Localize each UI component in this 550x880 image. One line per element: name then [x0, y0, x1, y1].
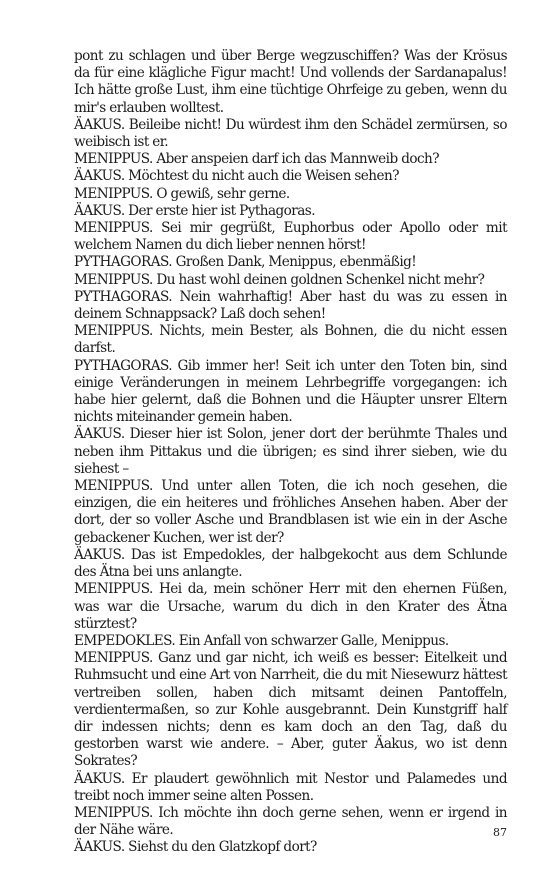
dialogue-line: ÄAKUS. Beileibe nicht! Du würdest ihm den Schädel zermürsen, so weibisch ist er. [74, 116, 507, 151]
dialogue-line: MENIPPUS. Ganz und gar nicht, ich weiß es besser: Eitelkeit und Ruhmsucht und eine Art von Narrheit, die du mit Niesewurz hättest vertreiben sollen, haben dich mitsamt deinen Pantoffeln, verdientermaßen, so zur Kohle ausgebrannt. Dein Kunstgriff half dir indessen nichts; denn es kam doch an den Tag, daß du gestorben warst wie andere. – Aber, guter Äakus, wo ist denn Sokrates? [74, 650, 507, 770]
dialogue-line: MENIPPUS. Hei da, mein schöner Herr mit den ehernen Füßen, was war die Ursache, warum du dich in den Krater des Ätna stürztest? [74, 581, 507, 632]
dialogue-line: MENIPPUS. Und unter allen Toten, die ich noch gesehen, die einzigen, die ein heiteres und fröhliches Ansehen haben. Aber der dort, der so voller Asche und Brandblasen ist wie ein in der Asche gebackener Kuchen, wer ist der? [74, 478, 507, 546]
dialogue-line: ÄAKUS. Möchtest du nicht auch die Weisen sehen? [74, 168, 399, 185]
dialogue-line: MENIPPUS. Du hast wohl deinen goldnen Schenkel nicht mehr? [74, 271, 485, 288]
dialogue-line: MENIPPUS. Sei mir gegrüßt, Euphorbus oder Apollo oder mit welchem Namen du dich lieber nennen hörst! [74, 220, 507, 254]
dialogue-line: ÄAKUS. Siehst du den Glatzkopf dort? [74, 839, 317, 856]
dialogue-line: MENIPPUS. Ich möchte ihn doch gerne sehen, wenn er irgend in der Nähe wäre. [74, 804, 507, 839]
dialogue-line: ÄAKUS. Er plaudert gewöhnlich mit Nestor und Palamedes und treibt noch immer seine alten Possen. [74, 770, 507, 804]
dialogue-line: ÄAKUS. Der erste hier ist Pythagoras. [74, 202, 316, 219]
dialogue-line: MENIPPUS. O gewiß, sehr gerne. [74, 185, 290, 202]
dialogue-line: PYTHAGORAS. Gib immer her! Seit ich unter den Toten bin, sind einige Veränderungen in meinem Lehrbegriffe vorgegangen: ich habe hier gelernt, daß die Bohnen und die Häupter unsrer Eltern nichts miteinander gemein haben. [74, 357, 507, 426]
page-number: 87 [493, 826, 507, 839]
dialogue-line: MENIPPUS. Aber anspeien darf ich das Mannweib doch? [74, 151, 439, 168]
dialogue-line: ÄAKUS. Dieser hier ist Solon, jener dort der berühmte Thales und neben ihm Pittakus und die übrigen; es sind ihrer sieben, wie du siehest – [74, 426, 507, 477]
dialogue-line: MENIPPUS. Nichts, mein Bester, als Bohnen, die du nicht essen darfst. [74, 323, 507, 357]
dialogue-line: ÄAKUS. Das ist Empedokles, der halbgekocht aus dem Schlunde des Ätna bei uns anlangte. [74, 546, 507, 581]
dialogue-line: EMPEDOKLES. Ein Anfall von schwarzer Galle, Menippus. [74, 632, 449, 649]
dialogue-line: PYTHAGORAS. Großen Dank, Menippus, ebenmäßig! [74, 254, 417, 271]
page-body [74, 48, 507, 857]
dialogue-line: PYTHAGORAS. Nein wahrhaftig! Aber hast du was zu essen in deinem Schnappsack? Laß doch sehen! [74, 288, 507, 323]
text-paragraph: pont zu schlagen und über Berge wegzuschiffen? Was der Krösus da für eine klägliche Figur macht! Und vollends der Sardanapalus! Ich hätte große Lust, ihm eine tüchtige Ohrfeige zu geben, wenn du mir's erlauben wolltest. [74, 48, 507, 116]
